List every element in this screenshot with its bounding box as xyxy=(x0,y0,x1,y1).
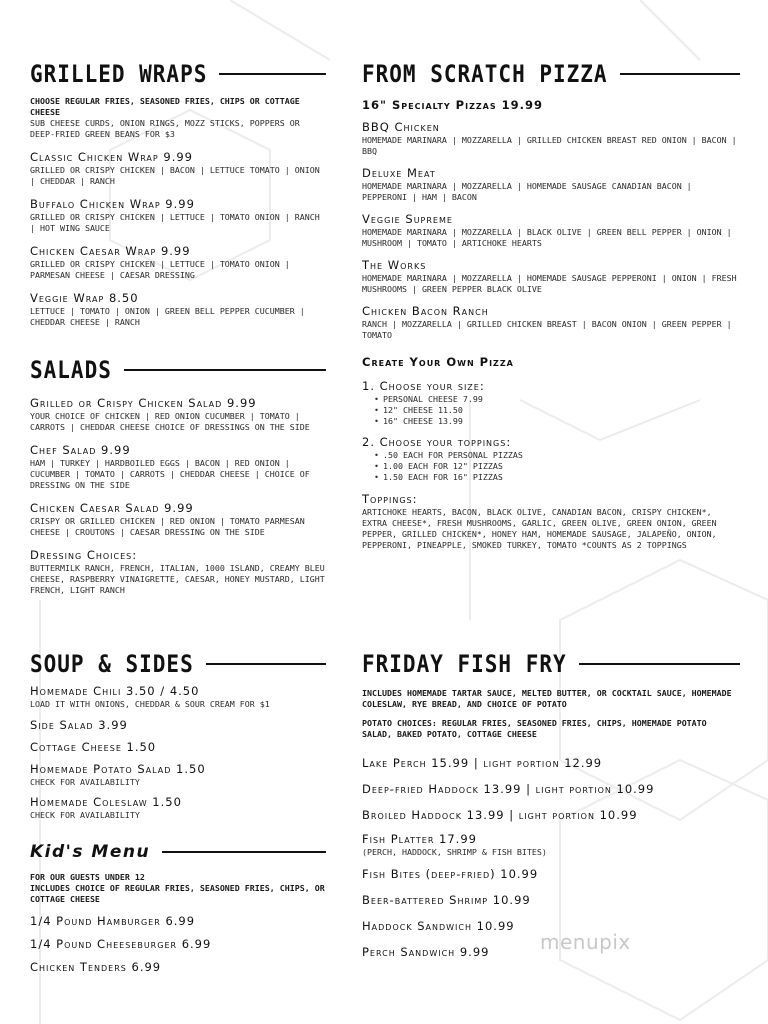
menu-item: Fish Bites (deep-fried) 10.99 xyxy=(362,867,539,881)
item-name: Veggie Wrap 8.50 xyxy=(30,291,139,305)
divider xyxy=(162,851,326,853)
item-name: Veggie Supreme xyxy=(362,212,453,226)
divider xyxy=(206,663,326,665)
size-option: • 16" CHEESE 13.99 xyxy=(374,416,740,427)
section-note: FOR OUR GUESTS UNDER 12 xyxy=(30,872,145,882)
topping-price: • 1.00 EACH FOR 12" PIZZAS xyxy=(374,461,740,472)
topping-price: • .50 EACH FOR PERSONAL PIZZAS xyxy=(374,450,740,461)
size-step: 1. Choose your size: xyxy=(362,379,485,393)
menu-item xyxy=(30,443,326,491)
menu-item xyxy=(30,396,326,433)
menu-item xyxy=(362,258,740,295)
item-desc: GRILLED OR CRISPY CHICKEN | LETTUCE | TOMATO ONION | RANCH | HOT WING SAUCE xyxy=(30,212,320,233)
soup-sides-section xyxy=(30,652,326,821)
menu-item xyxy=(362,304,740,341)
item-desc: CHECK FOR AVAILABILITY xyxy=(30,810,140,820)
item-name: Side Salad 3.99 xyxy=(30,718,128,732)
item-name: Homemade Chili 3.50 / 4.50 xyxy=(30,684,200,698)
section-note: CHOOSE REGULAR FRIES, SEASONED FRIES, CHIPS OR COTTAGE CHEESE xyxy=(30,96,300,117)
item-desc: RANCH | MOZZARELLA | GRILLED CHICKEN BREAST | BACON ONION | GREEN PEPPER | TOMATO xyxy=(362,319,732,340)
section-title: GRILLED WRAPS xyxy=(30,60,208,88)
item-name: Dressing Choices: xyxy=(30,548,138,562)
item-name: Chicken Caesar Salad 9.99 xyxy=(30,501,194,515)
section-note: INCLUDES HOMEMADE TARTAR SAUCE, MELTED BUTTER, OR COCKTAIL SAUCE, HOMEMADE COLESLAW, RYE BREAD, AND CHOICE OF POTATO xyxy=(362,688,732,709)
section-title: Kid's Menu xyxy=(30,842,151,862)
item-name: The Works xyxy=(362,258,427,272)
divider xyxy=(579,663,740,665)
salads-header xyxy=(30,358,326,382)
pizza-subheading: 16" Specialty Pizzas 19.99 xyxy=(362,98,544,112)
section-note: INCLUDES CHOICE OF REGULAR FRIES, SEASONED FRIES, CHIPS, OR COTTAGE CHEESE xyxy=(30,883,325,904)
item-desc: HOMEMADE MARINARA | MOZZARELLA | GRILLED CHICKEN BREAST RED ONION | BACON | BBQ xyxy=(362,135,737,156)
menu-item: Chicken Tenders 6.99 xyxy=(30,960,162,974)
menu-item xyxy=(30,740,326,755)
size-list xyxy=(362,394,740,427)
item-name: Chef Salad 9.99 xyxy=(30,443,131,457)
item-desc: HOMEMADE MARINARA | MOZZARELLA | BLACK OLIVE | GREEN BELL PEPPER | ONION | MUSHROOM | TOMATO | ARTICHOKE HEARTS xyxy=(362,227,732,248)
item-name: Cottage Cheese 1.50 xyxy=(30,740,157,754)
menu-item: Beer-battered Shrimp 10.99 xyxy=(362,893,531,907)
size-option: • 12" CHEESE 11.50 xyxy=(374,405,740,416)
menu-item xyxy=(30,150,326,187)
menu-item xyxy=(30,548,326,596)
section-title: FROM SCRATCH PIZZA xyxy=(362,60,608,88)
item-desc: YOUR CHOICE OF CHICKEN | RED ONION CUCUMBER | TOMATO | CARROTS | CHEDDAR CHEESE CHOICE OF DRESSINGS ON THE SIDE xyxy=(30,411,310,432)
divider xyxy=(620,73,740,75)
item-desc: HAM | TURKEY | HARDBOILED EGGS | BACON | RED ONION | CUCUMBER | TOMATO | CARROTS | CHEDDAR CHEESE | CHOICE OF DRESSING ON THE SIDE xyxy=(30,458,310,490)
salads-section xyxy=(30,358,326,596)
section-title: SOUP & SIDES xyxy=(30,650,194,678)
menu-item: 1/4 Pound Hamburger 6.99 xyxy=(30,914,196,928)
topping-price: • 1.50 EACH FOR 16" PIZZAS xyxy=(374,472,740,483)
menu-item xyxy=(30,501,326,538)
pizza-section xyxy=(362,62,740,551)
menu-item xyxy=(30,291,326,328)
item-desc: BUTTERMILK RANCH, FRENCH, ITALIAN, 1000 ISLAND, CREAMY BLEU CHEESE, RASPBERRY VINAIGRETTE, CAESAR, HONEY MUSTARD, LIGHT FRENCH, LIGHT RANCH xyxy=(30,563,325,595)
section-note: POTATO CHOICES: REGULAR FRIES, SEASONED FRIES, CHIPS, HOMEMADE POTATO SALAD, BAKED POTATO, COTTAGE CHEESE xyxy=(362,718,707,739)
watermark: menupix xyxy=(540,930,631,954)
divider xyxy=(219,73,326,75)
item-name: Chicken Bacon Ranch xyxy=(362,304,489,318)
fish-fry-section xyxy=(362,652,740,960)
item-name: Deluxe Meat xyxy=(362,166,436,180)
item-desc: GRILLED OR CRISPY CHICKEN | BACON | LETTUCE TOMATO | ONION | CHEDDAR | RANCH xyxy=(30,165,320,186)
divider xyxy=(124,369,326,371)
item-desc: LETTUCE | TOMATO | ONION | GREEN BELL PEPPER CUCUMBER | CHEDDAR CHEESE | RANCH xyxy=(30,306,305,327)
item-name: BBQ Chicken xyxy=(362,120,440,134)
item-desc: GRILLED OR CRISPY CHICKEN | LETTUCE | TOMATO ONION | PARMESAN CHEESE | CAESAR DRESSING xyxy=(30,259,290,280)
item-desc: HOMEMADE MARINARA | MOZZARELLA | HOMEMADE SAUSAGE PEPPERONI | ONION | FRESH MUSHROOMS | GREEN PEPPER BLACK OLIVE xyxy=(362,273,737,294)
menu-item xyxy=(362,832,740,858)
fish-fry-header xyxy=(362,652,740,676)
grilled-wraps-section xyxy=(30,62,326,328)
menu-item xyxy=(30,718,326,733)
section-note: SUB CHEESE CURDS, ONION RINGS, MOZZ STICKS, POPPERS OR DEEP-FRIED GREEN BEANS FOR $3 xyxy=(30,118,300,139)
item-desc: CHECK FOR AVAILABILITY xyxy=(30,777,140,787)
menu-item xyxy=(30,762,326,788)
item-desc: CRISPY OR GRILLED CHICKEN | RED ONION | TOMATO PARMESAN CHEESE | CROUTONS | CAESAR DRESSING ON THE SIDE xyxy=(30,516,305,537)
item-name: Fish Platter 17.99 xyxy=(362,832,477,846)
item-name: Buffalo Chicken Wrap 9.99 xyxy=(30,197,195,211)
soup-sides-header xyxy=(30,652,326,676)
item-name: Grilled or Crispy Chicken Salad 9.99 xyxy=(30,396,257,410)
menu-item: Haddock Sandwich 10.99 xyxy=(362,919,515,933)
size-option: • PERSONAL CHEESE 7.99 xyxy=(374,394,740,405)
menu-item xyxy=(30,795,326,821)
item-name: Classic Chicken Wrap 9.99 xyxy=(30,150,193,164)
item-desc: HOMEMADE MARINARA | MOZZARELLA | HOMEMADE SAUSAGE CANADIAN BACON | PEPPERONI | HAM | BACON xyxy=(362,181,692,202)
toppings-list: ARTICHOKE HEARTS, BACON, BLACK OLIVE, CANADIAN BACON, CRISPY CHICKEN*, EXTRA CHEESE*, FRESH MUSHROOMS, GARLIC, GREEN OLIVE, GREEN ONION, GREEN PEPPER, GRILLED CHICKEN*, HONEY HAM, HOMEMADE SAUSAGE, JALAPEÑO, ONION, PEPPERONI, PINEAPPLE, SMOKED TURKEY, TOMATO *COUNTS AS 2 TOPPINGS xyxy=(362,507,717,550)
menu-item: Perch Sandwich 9.99 xyxy=(362,945,490,959)
toppings-step: 2. Choose your toppings: xyxy=(362,435,512,449)
menu-item xyxy=(30,244,326,281)
section-title: SALADS xyxy=(30,356,112,384)
pizza-header xyxy=(362,62,740,86)
menu-item: Deep-fried Haddock 13.99 | light portion 10.99 xyxy=(362,782,655,796)
item-desc: (PERCH, HADDOCK, SHRIMP & FISH BITES) xyxy=(362,847,547,857)
topping-price-list xyxy=(362,450,740,483)
toppings-label: Toppings: xyxy=(362,492,418,506)
menu-item xyxy=(362,212,740,249)
menu-item xyxy=(30,684,326,710)
menu-item: 1/4 Pound Cheeseburger 6.99 xyxy=(30,937,212,951)
kids-menu-section xyxy=(30,842,326,975)
item-name: Chicken Caesar Wrap 9.99 xyxy=(30,244,191,258)
menu-item xyxy=(362,120,740,157)
grilled-wraps-header xyxy=(30,62,326,86)
item-name: Homemade Potato Salad 1.50 xyxy=(30,762,206,776)
item-name: Homemade Coleslaw 1.50 xyxy=(30,795,182,809)
create-pizza-heading: Create Your Own Pizza xyxy=(362,355,514,369)
kids-menu-header xyxy=(30,842,326,862)
menu-item xyxy=(362,166,740,203)
menu-item: Broiled Haddock 13.99 | light portion 10.99 xyxy=(362,808,638,822)
menu-item: Lake Perch 15.99 | light portion 12.99 xyxy=(362,756,603,770)
item-desc: LOAD IT WITH ONIONS, CHEDDAR & SOUR CREAM FOR $1 xyxy=(30,699,270,709)
section-title: FRIDAY FISH FRY xyxy=(362,650,567,678)
menu-item xyxy=(30,197,326,234)
